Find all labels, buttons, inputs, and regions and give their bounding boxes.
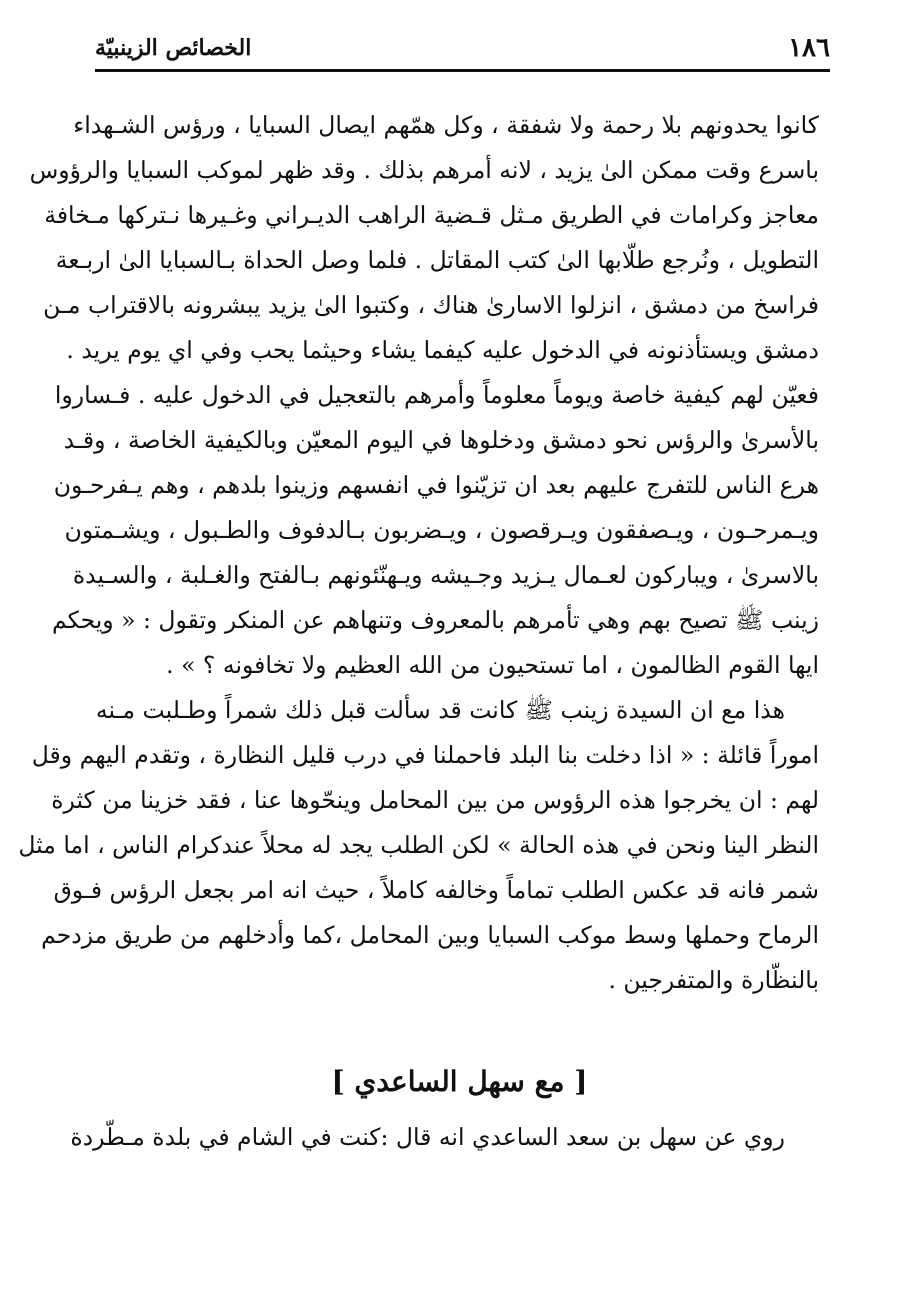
text-line: فعيّن لهم كيفية خاصة ويوماً معلوماً وأمرهم بالتعجيل في الدخول عليه . فـساروا	[54, 381, 819, 409]
running-title: الخصائص الزينبيّة	[95, 35, 252, 61]
header-divider	[95, 69, 830, 72]
text-line: الرماح وحملها وسط موكب السبايا وبين المحامل ،كما وأدخلهم من طريق مزدحم	[41, 921, 819, 949]
text-line: بالأسرىٰ والرؤس نحو دمشق ودخلوها في اليوم المعيّن وبالكيفية الخاصة ، وقـد	[63, 426, 819, 454]
paragraph-1	[29, 103, 819, 688]
section-spacer	[100, 1003, 819, 1049]
text-line: اموراً قائلة : « اذا دخلت بنا البلد فاحملنا في درب قليل النظارة ، وتقدم اليهم وقل	[31, 741, 819, 769]
text-line: معاجز وكرامات في الطريق مـثل قـضية الراهب الديـراني وغـيرها نـتركها مـخافة	[44, 201, 819, 229]
text-line: لهم : ان يخرجوا هذه الرؤوس من بين المحامل وينحّوها عنا ، فقد خزينا من كثرة	[51, 786, 819, 814]
text-line: كانوا يحدونهم بلا رحمة ولا شفقة ، وكل همّهم ايصال السبايا ، ورؤس الشـهداء	[73, 111, 819, 139]
text-line: زينب ﷺ تصيح بهم وهي تأمرهم بالمعروف وتنهاهم عن المنكر وتقول : « ويحكم	[51, 606, 819, 634]
page-body	[18, 103, 819, 1160]
text-line: شمر فانه قد عكس الطلب تماماً وخالفه كاملاً ، حيث انه امر بجعل الرؤس فـوق	[53, 876, 819, 904]
page-number: ١٨٦	[788, 33, 830, 63]
text-line: فراسخ من دمشق ، انزلوا الاسارىٰ هناك ، وكتبوا الىٰ يزيد يبشرونه بالاقتراب مـن	[43, 291, 819, 319]
text-line: دمشق ويستأذنونه في الدخول عليه كيفما يشاء وحيثما يحب وفي اي يوم يريد .	[66, 336, 819, 364]
text-line: ايها القوم الظالمون ، اما تستحيون من الله العظيم ولا تخافونه ؟ » .	[166, 651, 819, 679]
text-line: روي عن سهل بن سعد الساعدي انه قال :كنت في الشام في بلدة مـطّردة	[70, 1123, 785, 1151]
text-line: باسرع وقت ممكن الىٰ يزيد ، لانه أمرهم بذلك . وقد ظهر لموكب السبايا والرؤوس	[29, 156, 819, 184]
text-line: هرع الناس للتفرج عليهم بعد ان تزيّنوا في انفسهم وزينوا بلدهم ، وهم يـفرحـون	[53, 471, 819, 499]
paragraph-3	[70, 1115, 819, 1160]
page-header	[95, 30, 830, 70]
text-line: بالنظّارة والمتفرجين .	[608, 966, 819, 994]
text-line: هذا مع ان السيدة زينب ﷺ كانت قد سألت قبل ذلك شمراً وطـلبت مـنه	[95, 696, 785, 724]
text-line: النظر الينا ونحن في هذه الحالة » لكن الطلب يجد له محلاً عندكرام الناس ، اما مثل	[18, 831, 819, 859]
section-heading: [ مع سهل الساعدي ]	[331, 1065, 588, 1098]
text-line: ويـمرحـون ، ويـصفقون ويـرقصون ، ويـضربون بـالدفوف والطـبول ، ويشـمتون	[64, 516, 819, 544]
text-line: بالاسرىٰ ، ويباركون لعـمال يـزيد وجـيشه ويـهنّئونهم بـالفتح والغـلبة ، والسـيدة	[72, 561, 819, 589]
paragraph-2	[18, 688, 819, 1003]
text-line: التطويل ، ونُرجع طلّابها الىٰ كتب المقاتل . فلما وصل الحداة بـالسبايا الىٰ اربـعة	[55, 246, 819, 274]
